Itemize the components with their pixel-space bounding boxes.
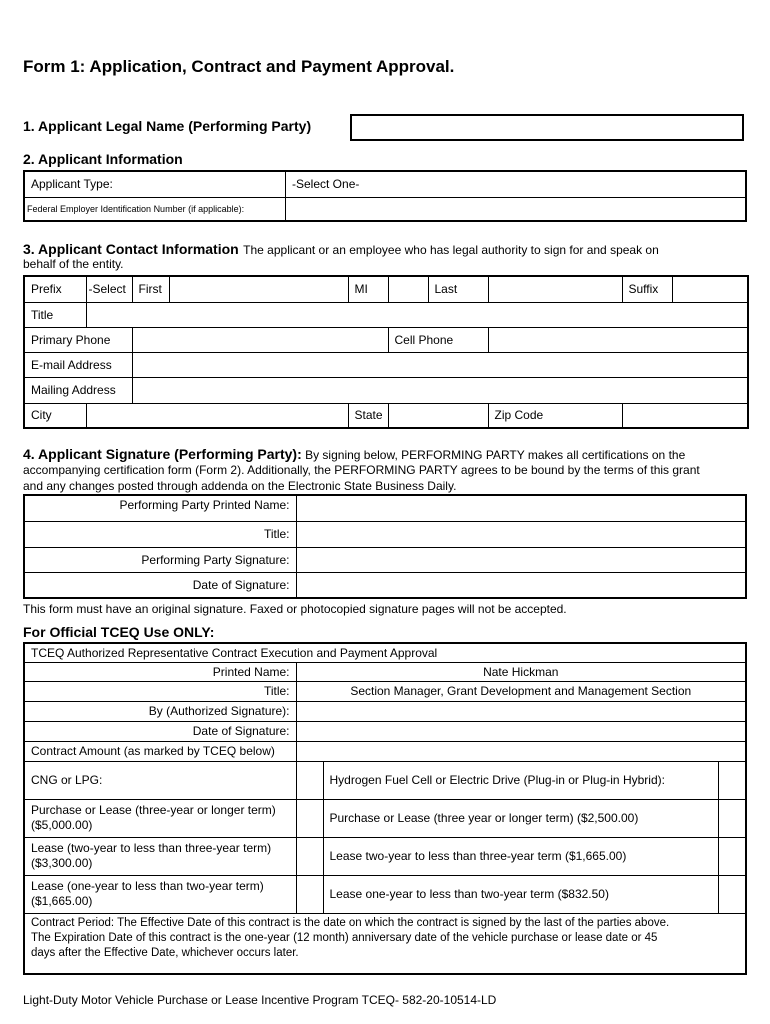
primary-phone-input[interactable]	[132, 327, 388, 352]
h-lease2-label: Lease two-year to less than three-year term ($1,665.00)	[323, 837, 718, 875]
contract-period-line3: days after the Effective Date, whichever occurs later.	[31, 946, 299, 959]
last-name-input[interactable]	[488, 276, 622, 302]
cell-phone-label: Cell Phone	[388, 327, 488, 352]
sig-date-input[interactable]	[296, 572, 746, 598]
suffix-label: Suffix	[622, 276, 672, 302]
hydrogen-label: Hydrogen Fuel Cell or Electric Drive (Plug-in or Plug-in Hybrid):	[323, 761, 718, 799]
official-heading: For Official TCEQ Use ONLY:	[23, 624, 215, 640]
fein-input[interactable]	[286, 197, 747, 221]
mi-input[interactable]	[388, 276, 428, 302]
sig-title-input[interactable]	[296, 521, 746, 547]
cng-checkbox[interactable]	[296, 761, 323, 799]
city-input[interactable]	[86, 403, 348, 428]
official-printed-name-value: Nate Hickman	[296, 662, 746, 681]
contract-amount-spacer	[296, 741, 746, 761]
mi-label: MI	[348, 276, 388, 302]
signature-field[interactable]	[296, 547, 746, 572]
section4-desc1: By signing below, PERFORMING PARTY makes all certifications on the	[305, 448, 686, 462]
official-title-label: Title:	[24, 681, 296, 701]
h-lease1-checkbox[interactable]	[718, 875, 746, 913]
signature-note: This form must have an original signature. Faxed or photocopied signature pages will not be accepted.	[23, 602, 567, 616]
form-title: Form 1: Application, Contract and Payment Approval.	[23, 57, 455, 76]
zip-label: Zip Code	[488, 403, 622, 428]
cell-phone-input[interactable]	[488, 327, 748, 352]
official-table	[23, 642, 747, 975]
state-label: State	[348, 403, 388, 428]
prefix-select[interactable]: -Select	[86, 276, 132, 302]
hydrogen-checkbox[interactable]	[718, 761, 746, 799]
signature-table	[23, 494, 747, 599]
applicant-type-select[interactable]: -Select One-	[286, 171, 747, 197]
suffix-input[interactable]	[672, 276, 748, 302]
footer-text: Light-Duty Motor Vehicle Purchase or Lease Incentive Program TCEQ- 582-20-10514-LD	[23, 993, 497, 1007]
title-label: Title	[24, 302, 86, 327]
city-label: City	[24, 403, 86, 428]
signature-label: Performing Party Signature:	[24, 547, 296, 572]
contract-period-line1: Contract Period: The Effective Date of this contract is the date on which the contract is signed by the last of the parties above.	[31, 916, 670, 929]
cng-lease2-line2: ($3,300.00)	[31, 856, 93, 870]
first-name-input[interactable]	[169, 276, 348, 302]
section3-heading: 3. Applicant Contact Information	[23, 241, 239, 257]
cng-label: CNG or LPG:	[24, 761, 296, 799]
fein-label: Federal Employer Identification Number (if applicable):	[24, 197, 286, 221]
section2-heading: 2. Applicant Information	[23, 151, 183, 167]
cng-lease1-line1: Lease (one-year to less than two-year term)	[31, 879, 264, 893]
contract-amount-label: Contract Amount (as marked by TCEQ below)	[24, 741, 296, 761]
h-purchase-label: Purchase or Lease (three year or longer term) ($2,500.00)	[323, 799, 718, 837]
zip-input[interactable]	[622, 403, 748, 428]
primary-phone-label: Primary Phone	[24, 327, 132, 352]
section1-label: 1. Applicant Legal Name (Performing Party)	[23, 118, 312, 134]
cng-lease1-line2: ($1,665.00)	[31, 894, 93, 908]
applicant-type-label: Applicant Type:	[24, 171, 286, 197]
state-input[interactable]	[388, 403, 488, 428]
official-printed-name-label: Printed Name:	[24, 662, 296, 681]
sig-date-label: Date of Signature:	[24, 572, 296, 598]
official-by-label: By (Authorized Signature):	[24, 701, 296, 721]
mailing-address-label: Mailing Address	[24, 377, 132, 403]
cng-purchase-line1: Purchase or Lease (three-year or longer term)	[31, 803, 276, 817]
first-label: First	[132, 276, 169, 302]
section4-heading: 4. Applicant Signature (Performing Party):	[23, 446, 302, 462]
h-lease1-label: Lease one-year to less than two-year term ($832.50)	[323, 875, 718, 913]
applicant-legal-name-input[interactable]	[350, 114, 744, 141]
prefix-label: Prefix	[24, 276, 86, 302]
printed-name-label: Performing Party Printed Name:	[24, 495, 296, 521]
section4-header	[23, 446, 763, 463]
contract-period-line2: The Expiration Date of this contract is the one-year (12 month) anniversary date of the vehicle purchase or lease date or 45	[31, 931, 658, 944]
cng-lease1-checkbox[interactable]	[296, 875, 323, 913]
cng-lease2-line1: Lease (two-year to less than three-year term)	[31, 841, 272, 855]
sig-title-label: Title:	[24, 521, 296, 547]
applicant-info-table	[23, 170, 747, 222]
cng-purchase-label	[24, 799, 296, 837]
cng-lease1-label	[24, 875, 296, 913]
email-label: E-mail Address	[24, 352, 132, 377]
section3-desc2: behalf of the entity.	[23, 257, 124, 271]
section4-desc3: and any changes posted through addenda on the Electronic State Business Daily.	[23, 479, 457, 493]
official-date-input[interactable]	[296, 721, 746, 741]
email-input[interactable]	[132, 352, 748, 377]
cng-purchase-line2: ($5,000.00)	[31, 818, 93, 832]
rep-label: TCEQ Authorized Representative Contract Execution and Payment Approval	[24, 643, 746, 662]
h-lease2-checkbox[interactable]	[718, 837, 746, 875]
official-signature-field[interactable]	[296, 701, 746, 721]
last-label: Last	[428, 276, 488, 302]
cng-purchase-checkbox[interactable]	[296, 799, 323, 837]
cng-lease2-label	[24, 837, 296, 875]
mailing-address-input[interactable]	[132, 377, 748, 403]
section3-desc: The applicant or an employee who has legal authority to sign for and speak on	[243, 243, 659, 257]
h-purchase-checkbox[interactable]	[718, 799, 746, 837]
title-input[interactable]	[86, 302, 748, 327]
section3-header	[23, 241, 753, 259]
official-date-label: Date of Signature:	[24, 721, 296, 741]
contact-info-table	[23, 275, 749, 429]
official-title-value: Section Manager, Grant Development and Management Section	[296, 681, 746, 701]
section4-desc2: accompanying certification form (Form 2). Additionally, the PERFORMING PARTY agrees to be bound by the terms of this grant	[23, 463, 700, 477]
cng-lease2-checkbox[interactable]	[296, 837, 323, 875]
printed-name-input[interactable]	[296, 495, 746, 521]
contract-period	[24, 913, 746, 974]
